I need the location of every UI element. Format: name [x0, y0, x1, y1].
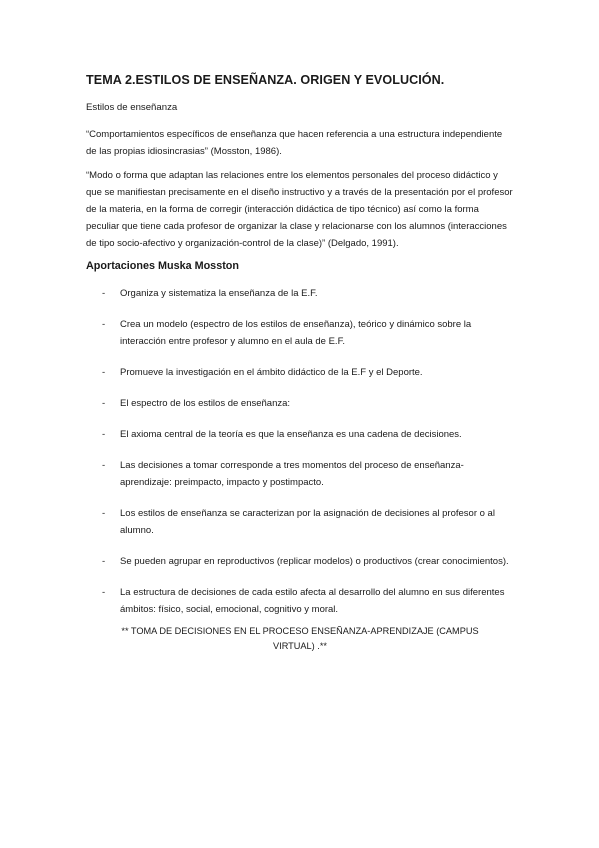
- list-item-text: El espectro de los estilos de enseñanza:: [120, 398, 291, 409]
- bullet-dash: -: [102, 460, 106, 471]
- bullet-dash: -: [102, 367, 106, 378]
- subheading-estilos: Estilos de enseñanza: [86, 102, 178, 113]
- list-item: [86, 505, 514, 539]
- list-item-text: Se pueden agrupar en reproductivos (replicar modelos) o productivos (crear conocimientos).: [120, 556, 509, 567]
- list-item-text: El axioma central de la teoría es que la enseñanza es una cadena de decisiones.: [120, 429, 462, 440]
- quote-mosston: “Comportamientos específicos de enseñanza que hacen referencia a una estructura independiente de las propias idiosincrasias” (Mosston, 1986).: [86, 129, 503, 157]
- list-item-text: La estructura de decisiones de cada estilo afecta al desarrollo del alumno en sus diferentes ámbitos: físico, social, emocional, cognitivo y moral.: [120, 587, 505, 615]
- bullet-dash: -: [102, 429, 106, 440]
- list-item: [86, 553, 514, 570]
- list-item-text: Crea un modelo (espectro de los estilos de enseñanza), teórico y dinámico sobre la interacción entre profesor y alumno en el aula de E.F.: [120, 319, 472, 347]
- list-item: [86, 584, 514, 618]
- footer-note: ** TOMA DE DECISIONES EN EL PROCESO ENSEÑANZA-APRENDIZAJE (CAMPUS VIRTUAL) .**: [121, 626, 479, 651]
- list-item-text: Las decisiones a tomar corresponde a tres momentos del proceso de enseñanza-aprendizaje: preimpacto, impacto y postimpacto.: [120, 460, 464, 488]
- bullet-dash: -: [102, 556, 106, 567]
- list-item-text: Los estilos de enseñanza se caracterizan por la asignación de decisiones al profesor o al alumno.: [120, 508, 495, 536]
- list-item: [86, 364, 514, 381]
- bullet-dash: -: [102, 398, 106, 409]
- list-item-text: Organiza y sistematiza la enseñanza de la E.F.: [120, 288, 318, 299]
- document-title: TEMA 2.ESTILOS DE ENSEÑANZA. ORIGEN Y EVOLUCIÓN.: [86, 73, 445, 87]
- bullet-dash: -: [102, 587, 106, 598]
- list-item: [86, 285, 514, 302]
- list-item-text: Promueve la investigación en el ámbito didáctico de la E.F y el Deporte.: [120, 367, 423, 378]
- list-item: [86, 426, 514, 443]
- bullet-dash: -: [102, 319, 106, 330]
- list-item: [86, 457, 514, 491]
- aportaciones-list: [86, 285, 514, 618]
- list-item: [86, 316, 514, 350]
- quote-delgado: “Modo o forma que adaptan las relaciones entre los elementos personales del proceso didáctico y que se manifiestan precisamente en el diseño instructivo y a través de la presentación por el profesor de la materia, en la forma de corregir (interacción didáctica de tipo técnico) así como la forma peculiar que tiene cada profesor de organizar la clase y relacionarse con los alumnos (interacciones de tipo socio-afectivo y organización-control de la clase)” (Delgado, 1991).: [86, 170, 513, 249]
- bullet-dash: -: [102, 508, 106, 519]
- list-item: [86, 395, 514, 412]
- section-heading-aportaciones: Aportaciones Muska Mosston: [86, 260, 239, 272]
- bullet-dash: -: [102, 288, 106, 299]
